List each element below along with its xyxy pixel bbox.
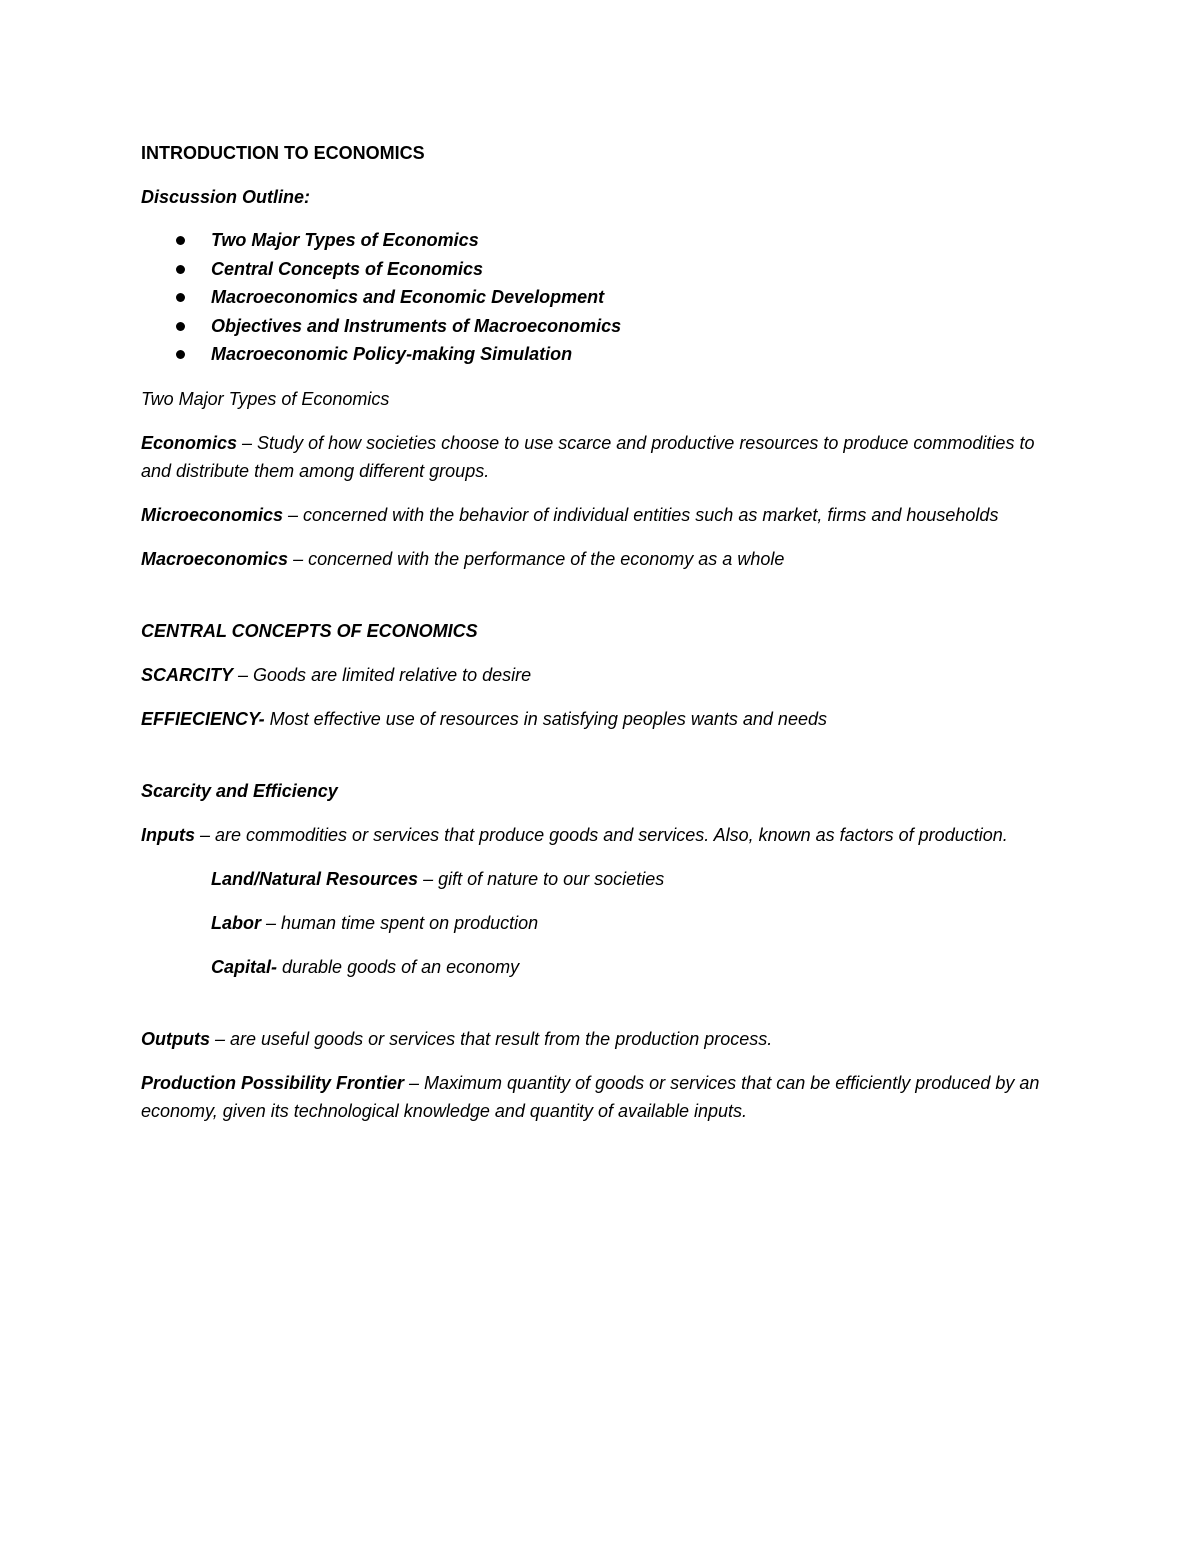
definition-term: Inputs (141, 824, 195, 845)
definition-term: SCARCITY (141, 664, 234, 685)
outline-label: Discussion Outline: (141, 187, 311, 207)
bullet-icon (176, 265, 185, 274)
outline-item-text: Macroeconomic Policy-making Simulation (211, 344, 573, 364)
outline-item (141, 226, 1061, 255)
outline-item (141, 312, 1061, 341)
definition-term: Land/Natural Resources (211, 868, 419, 889)
definition-outputs (141, 1025, 1061, 1053)
outline-item-text: Two Major Types of Economics (211, 230, 479, 250)
definition-term: EFFIECIENCY- (141, 708, 265, 729)
definition-term: Microeconomics (141, 504, 284, 525)
definition-term: Outputs (141, 1028, 210, 1049)
definition-term: Macroeconomics (141, 548, 289, 569)
definition-term: Labor (211, 912, 262, 933)
bullet-icon (176, 293, 185, 302)
definition-text: – are commodities or services that produce goods and services. Also, known as factors of production. (195, 824, 1008, 845)
definition-text: – gift of nature to our societies (418, 868, 665, 889)
outline-item-text: Objectives and Instruments of Macroeconomics (211, 315, 622, 336)
outline-item (141, 340, 1061, 369)
definition-text: – human time spent on production (261, 912, 539, 933)
definition-text: – Maximum quantity of goods or services that can be efficiently produced by an economy, given its technological knowledge and quantity of available inputs. (141, 1072, 1040, 1121)
factor-capital (141, 953, 1061, 981)
document-page (141, 139, 1061, 1141)
section-heading-scarcity-efficiency: Scarcity and Efficiency (141, 780, 338, 801)
document-title: INTRODUCTION TO ECONOMICS (141, 143, 425, 163)
definition-text: – Goods are limited relative to desire (233, 664, 532, 685)
definition-text: – Study of how societies choose to use scarce and productive resources to produce commodities to and distribute them among different groups. (141, 432, 1035, 481)
outline-list (141, 226, 1061, 369)
definition-text: Most effective use of resources in satisfying peoples wants and needs (264, 708, 827, 729)
definition-term: Capital- (211, 956, 278, 977)
definition-macroeconomics (141, 545, 1061, 573)
factor-labor (141, 909, 1061, 937)
definition-efficiency (141, 705, 1061, 733)
outline-item-text: Macroeconomics and Economic Development (211, 287, 605, 307)
definition-scarcity (141, 661, 1061, 689)
definition-inputs (141, 821, 1061, 849)
definition-text: durable goods of an economy (277, 956, 520, 977)
definition-ppf (141, 1069, 1061, 1125)
definition-text: – concerned with the behavior of individual entities such as market, firms and households (283, 504, 999, 525)
bullet-icon (176, 322, 185, 331)
definition-term: Production Possibility Frontier (141, 1072, 405, 1093)
outline-item (141, 255, 1061, 284)
outline-item-text: Central Concepts of Economics (211, 258, 484, 279)
bullet-icon (176, 236, 185, 245)
definition-text: – concerned with the performance of the economy as a whole (288, 548, 785, 569)
section-heading-central-concepts: CENTRAL CONCEPTS OF ECONOMICS (141, 620, 478, 641)
definition-economics (141, 429, 1061, 485)
section-heading-types: Two Major Types of Economics (141, 388, 390, 409)
factor-land (141, 865, 1061, 893)
definition-microeconomics (141, 501, 1061, 529)
outline-item (141, 283, 1061, 312)
bullet-icon (176, 350, 185, 359)
definition-term: Economics (141, 432, 238, 453)
definition-text: – are useful goods or services that result from the production process. (210, 1028, 773, 1049)
